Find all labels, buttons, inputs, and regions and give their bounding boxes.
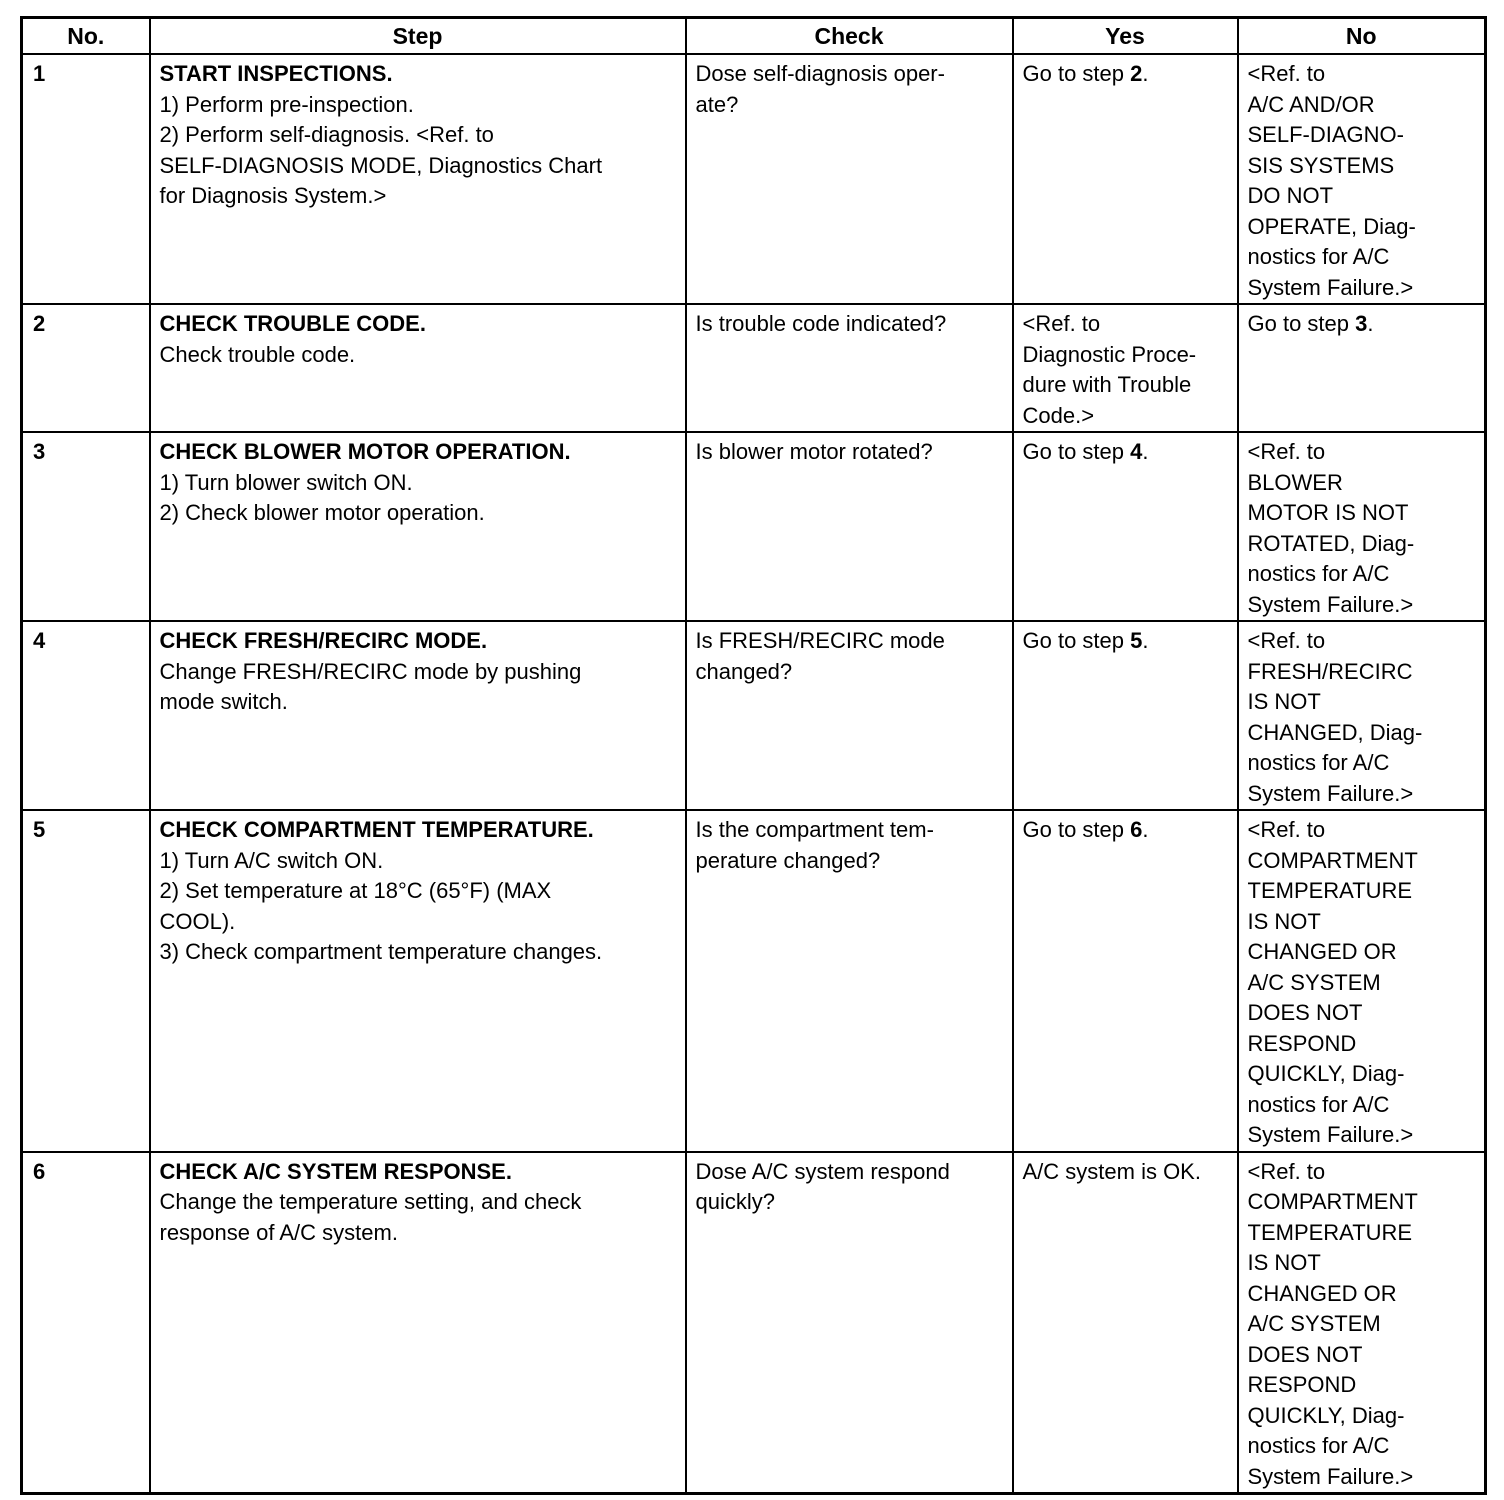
step-title: CHECK TROUBLE CODE. <box>159 311 426 336</box>
yes-cell <box>1013 810 1238 1152</box>
no-line: MOTOR IS NOT <box>1247 500 1409 525</box>
no-line: <Ref. to <box>1247 817 1326 842</box>
yes-cell <box>1013 432 1238 621</box>
no-line: System Failure.> <box>1247 591 1414 617</box>
check-line: Is blower motor rotated? <box>695 439 933 464</box>
no-line: IS NOT <box>1247 908 1321 934</box>
no-line: COMPARTMENT <box>1247 1189 1418 1214</box>
no-line: nostics for A/C <box>1247 1433 1390 1458</box>
no-line: <Ref. to <box>1247 628 1326 653</box>
yes-cell <box>1013 304 1238 432</box>
no-line: nostics for A/C <box>1247 244 1390 269</box>
row-number: 1 <box>22 54 150 304</box>
no-line: System Failure.> <box>1247 780 1414 806</box>
step-title: CHECK BLOWER MOTOR OPERATION. <box>159 439 571 464</box>
no-cell <box>1238 304 1486 432</box>
step-line: mode switch. <box>159 689 288 714</box>
no-line: RESPOND <box>1247 1030 1357 1056</box>
row-number: 2 <box>22 304 150 432</box>
go-to-step-label: Go to step <box>1247 311 1350 336</box>
go-to-step-label: Go to step <box>1022 61 1125 86</box>
step-line: COOL). <box>159 908 236 934</box>
no-line: QUICKLY, Diag- <box>1247 1061 1405 1086</box>
check-line: perature changed? <box>695 847 881 873</box>
no-cell <box>1238 1152 1486 1494</box>
check-line: ate? <box>695 91 739 117</box>
step-number: 3 <box>1355 311 1368 336</box>
step-title: START INSPECTIONS. <box>159 61 393 86</box>
header-yes: Yes <box>1013 18 1238 55</box>
yes-go-to-step: Go to step 5. <box>1022 628 1149 653</box>
no-line: RESPOND <box>1247 1372 1357 1397</box>
step-line: 1) Turn A/C switch ON. <box>159 847 384 873</box>
no-line: CHANGED OR <box>1247 939 1397 964</box>
step-line: Change the temperature setting, and check <box>159 1189 582 1214</box>
step-line: 3) Check compartment temperature changes. <box>159 939 603 964</box>
table-row <box>22 1152 1486 1494</box>
step-line: SELF-DIAGNOSIS MODE, Diagnostics Chart <box>159 152 603 178</box>
go-to-step-label: Go to step <box>1022 628 1125 653</box>
yes-go-to-step: Go to step 6. <box>1022 817 1149 842</box>
check-line: Dose self-diagnosis oper- <box>695 61 945 86</box>
no-line: A/C SYSTEM <box>1247 969 1381 995</box>
step-title: CHECK A/C SYSTEM RESPONSE. <box>159 1158 512 1184</box>
no-line: System Failure.> <box>1247 274 1414 300</box>
no-line: BLOWER <box>1247 469 1343 495</box>
step-line: Check trouble code. <box>159 341 356 367</box>
no-line: <Ref. to <box>1247 61 1326 86</box>
step-number: 5 <box>1130 628 1143 653</box>
step-title: CHECK COMPARTMENT TEMPERATURE. <box>159 817 594 842</box>
step-line: 1) Perform pre-inspection. <box>159 91 414 117</box>
check-cell <box>686 304 1013 432</box>
step-cell <box>150 810 686 1152</box>
yes-line: <Ref. to <box>1022 311 1101 336</box>
row-number: 5 <box>22 810 150 1152</box>
step-cell <box>150 621 686 810</box>
table-row <box>22 621 1486 810</box>
row-number: 6 <box>22 1152 150 1494</box>
check-line: changed? <box>695 658 793 684</box>
no-line: SELF-DIAGNO- <box>1247 122 1404 147</box>
step-number: 2 <box>1130 61 1143 86</box>
step-cell <box>150 304 686 432</box>
check-line: Is trouble code indicated? <box>695 311 947 336</box>
table-row <box>22 810 1486 1152</box>
check-cell <box>686 1152 1013 1494</box>
table-row <box>22 54 1486 304</box>
no-line: TEMPERATURE <box>1247 1219 1413 1245</box>
header-no: No. <box>22 18 150 55</box>
yes-go-to-step: Go to step 2. <box>1022 61 1149 86</box>
no-cell <box>1238 54 1486 304</box>
yes-cell <box>1013 621 1238 810</box>
step-number: 4 <box>1130 439 1143 464</box>
check-cell <box>686 621 1013 810</box>
no-line: <Ref. to <box>1247 439 1326 464</box>
go-to-step-label: Go to step <box>1022 439 1125 464</box>
check-line: Is the compartment tem- <box>695 817 934 842</box>
no-line: nostics for A/C <box>1247 1091 1390 1117</box>
check-line: Dose A/C system respond <box>695 1158 950 1184</box>
row-number: 4 <box>22 621 150 810</box>
header-no-result: No <box>1238 18 1486 55</box>
no-line: nostics for A/C <box>1247 561 1390 586</box>
no-line: CHANGED, Diag- <box>1247 719 1423 745</box>
no-line: FRESH/RECIRC <box>1247 658 1413 684</box>
step-title: CHECK FRESH/RECIRC MODE. <box>159 628 488 653</box>
header-step: Step <box>150 18 686 55</box>
diagnostics-table <box>20 16 1487 1495</box>
table-row <box>22 304 1486 432</box>
step-cell <box>150 1152 686 1494</box>
no-line: IS NOT <box>1247 689 1321 714</box>
no-cell <box>1238 621 1486 810</box>
step-line: 2) Check blower motor operation. <box>159 500 485 525</box>
no-line: A/C AND/OR <box>1247 91 1375 117</box>
no-line: DO NOT <box>1247 183 1334 208</box>
header-check: Check <box>686 18 1013 55</box>
yes-cell <box>1013 1152 1238 1494</box>
no-line: ROTATED, Diag- <box>1247 530 1415 556</box>
no-line: TEMPERATURE <box>1247 878 1413 903</box>
no-line: nostics for A/C <box>1247 750 1390 775</box>
no-line: IS NOT <box>1247 1250 1321 1275</box>
row-number: 3 <box>22 432 150 621</box>
header-row <box>22 18 1486 55</box>
check-cell <box>686 432 1013 621</box>
table-row <box>22 432 1486 621</box>
yes-line: dure with Trouble <box>1022 372 1192 397</box>
no-line: A/C SYSTEM <box>1247 1311 1381 1336</box>
step-line: 2) Perform self-diagnosis. <Ref. to <box>159 122 494 147</box>
no-line: <Ref. to <box>1247 1158 1326 1184</box>
check-cell <box>686 810 1013 1152</box>
no-line: DOES NOT <box>1247 1341 1363 1367</box>
step-line: for Diagnosis System.> <box>159 183 387 208</box>
check-cell <box>686 54 1013 304</box>
go-to-step-label: Go to step <box>1022 817 1125 842</box>
yes-cell <box>1013 54 1238 304</box>
yes-line: A/C system is OK. <box>1022 1158 1201 1184</box>
no-line: SIS SYSTEMS <box>1247 152 1395 178</box>
no-line: CHANGED OR <box>1247 1280 1397 1306</box>
yes-line: Code.> <box>1022 402 1095 428</box>
no-line: System Failure.> <box>1247 1463 1414 1489</box>
step-line: Change FRESH/RECIRC mode by pushing <box>159 658 582 684</box>
check-line: Is FRESH/RECIRC mode <box>695 628 945 653</box>
no-cell <box>1238 432 1486 621</box>
check-line: quickly? <box>695 1189 775 1214</box>
no-line: COMPARTMENT <box>1247 847 1418 873</box>
no-line: System Failure.> <box>1247 1122 1414 1147</box>
no-line: QUICKLY, Diag- <box>1247 1402 1405 1428</box>
no-go-to-step: Go to step 3. <box>1247 311 1374 336</box>
step-line: 2) Set temperature at 18°C (65°F) (MAX <box>159 878 552 903</box>
step-line: 1) Turn blower switch ON. <box>159 469 413 495</box>
step-cell <box>150 432 686 621</box>
yes-go-to-step: Go to step 4. <box>1022 439 1149 464</box>
no-cell <box>1238 810 1486 1152</box>
no-line: OPERATE, Diag- <box>1247 213 1416 239</box>
step-number: 6 <box>1130 817 1143 842</box>
yes-line: Diagnostic Proce- <box>1022 341 1197 367</box>
step-line: response of A/C system. <box>159 1219 398 1245</box>
step-cell <box>150 54 686 304</box>
no-line: DOES NOT <box>1247 1000 1363 1025</box>
